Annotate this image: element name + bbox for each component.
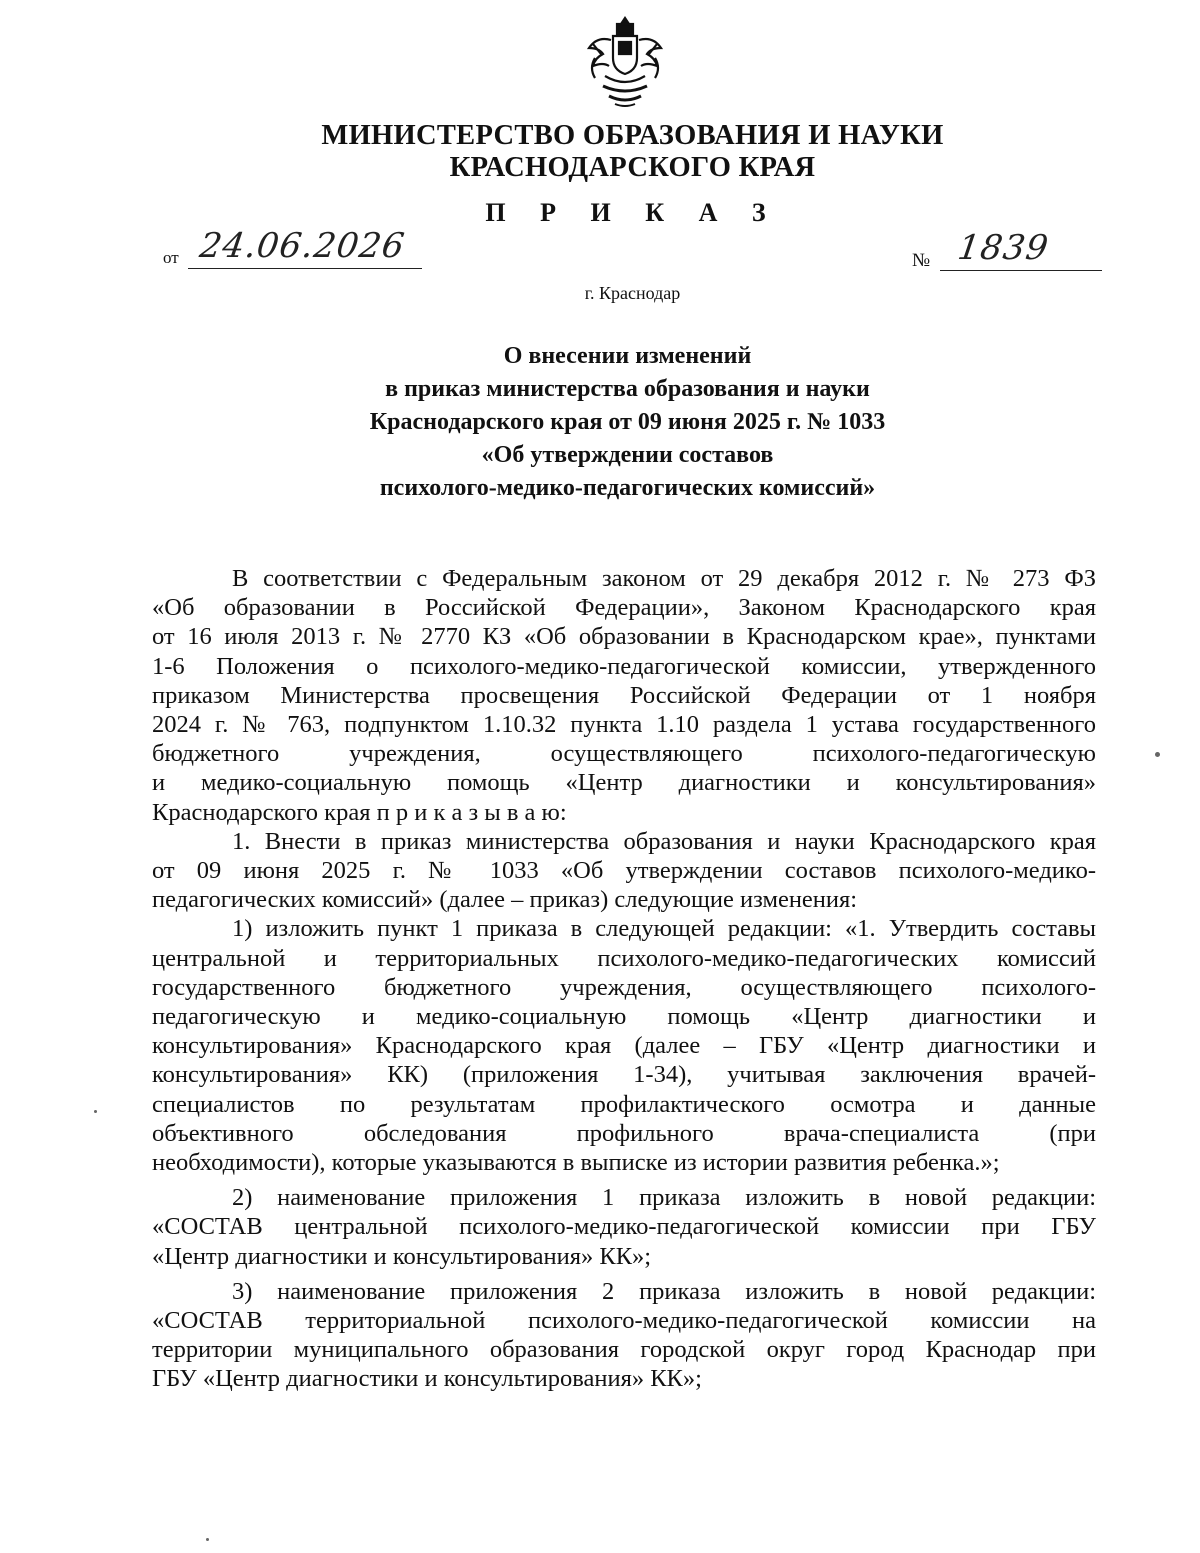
order-title [0, 340, 1200, 505]
ministry-name-line2: КРАСНОДАРСКОГО КРАЯ [449, 152, 816, 183]
text-line: 2024 г. № 763, подпунктом 1.10.32 пункта 1.10 раздела 1 устава государственного [152, 711, 1096, 739]
paragraph-preamble [152, 564, 1096, 827]
text-line: консультирования» КК) (приложения 1-34), учитывая заключения врачей- [152, 1061, 1096, 1089]
text-line: 1-6 Положения о психолого-медико-педагогической комиссии, утвержденного [152, 652, 1096, 680]
text-line: 1. Внести в приказ министерства образования и науки Краснодарского края [232, 827, 1096, 855]
coat-of-arms-emblem [575, 14, 675, 110]
text-line: специалистов по результатам профилактического осмотра и данные [152, 1090, 1096, 1118]
number-handwritten-value: 1839 [955, 228, 1052, 268]
date-handwritten-value: 24.06.2026 [197, 226, 408, 266]
title-line: «Об утверждении составов [481, 442, 774, 468]
text-line: бюджетного учреждения, осуществляющего психолого-педагогическую [152, 740, 1096, 768]
text-line: 3) наименование приложения 2 приказа изложить в новой редакции: [232, 1277, 1096, 1305]
date-underline [188, 268, 422, 269]
title-line: психолого-медико-педагогических комиссий» [379, 475, 876, 501]
text-line: педагогическую и медико-социальную помощь «Центр диагностики и [152, 1003, 1096, 1031]
ministry-name-line1: МИНИСТЕРСТВО ОБРАЗОВАНИЯ И НАУКИ [321, 120, 944, 151]
text-line: 2) наименование приложения 1 приказа изложить в новой редакции: [232, 1184, 1096, 1212]
number-underline [940, 270, 1102, 271]
paragraph-subitem-1 [152, 914, 1096, 1177]
order-body [152, 564, 1096, 1394]
document-type-heading: П Р И К А З [485, 198, 780, 227]
text-line: 1) изложить пункт 1 приказа в следующей редакции: «1. Утвердить составы [232, 915, 1096, 943]
title-line: в приказ министерства образования и науки [385, 376, 870, 402]
title-line: Краснодарского края от 09 июня 2025 г. № 1033 [369, 409, 886, 435]
text-line: государственного бюджетного учреждения, осуществляющего психолого- [152, 973, 1096, 1001]
text-line: В соответствии с Федеральным законом от 29 декабря 2012 г. № 273 ФЗ [232, 565, 1096, 592]
paragraph-subitem-2 [152, 1183, 1096, 1271]
text-line: от 16 июля 2013 г. № 2770 КЗ «Об образовании в Краснодарском крае», пунктами [152, 623, 1096, 651]
scan-speck [206, 1538, 209, 1541]
paragraph-subitem-3 [152, 1277, 1096, 1394]
text-line: педагогических комиссий» (далее – приказ) следующие изменения: [152, 886, 858, 914]
text-line: «Центр диагностики и консультирования» КК»; [152, 1242, 652, 1270]
city-line: г. Краснодар [584, 283, 681, 303]
text-line: «СОСТАВ территориальной психолого-медико-педагогической комиссии на [152, 1307, 1096, 1335]
text-line: Краснодарского края п р и к а з ы в а ю: [152, 798, 567, 826]
text-line: «Об образовании в Российской Федерации», Законом Краснодарского края [152, 594, 1096, 622]
text-line: ГБУ «Центр диагностики и консультирования» КК»; [152, 1365, 702, 1393]
number-label: № [912, 250, 931, 271]
scan-speck [94, 1110, 97, 1113]
text-line: консультирования» Краснодарского края (далее – ГБУ «Центр диагностики и [152, 1032, 1096, 1060]
text-line: необходимости), которые указываются в выписке из истории развития ребенка.»; [152, 1149, 1000, 1177]
text-line: территории муниципального образования городской округ город Краснодар при [152, 1336, 1096, 1364]
text-line: и медико-социальную помощь «Центр диагностики и консультирования» [152, 769, 1096, 797]
text-line: центральной и территориальных психолого-медико-педагогических комиссий [152, 944, 1096, 972]
title-line: О внесении изменений [503, 343, 752, 369]
text-line: от 09 июня 2025 г. № 1033 «Об утверждении составов психолого-медико- [152, 857, 1096, 885]
scan-speck [1155, 752, 1160, 757]
date-label: от [163, 248, 179, 267]
text-line: «СОСТАВ центральной психолого-медико-педагогической комиссии при ГБУ [152, 1213, 1096, 1241]
text-line: объективного обследования профильного врача-специалиста (при [152, 1119, 1096, 1147]
paragraph-item-1 [152, 827, 1096, 915]
text-line: приказом Министерства просвещения Российской Федерации от 1 ноября [152, 681, 1096, 709]
